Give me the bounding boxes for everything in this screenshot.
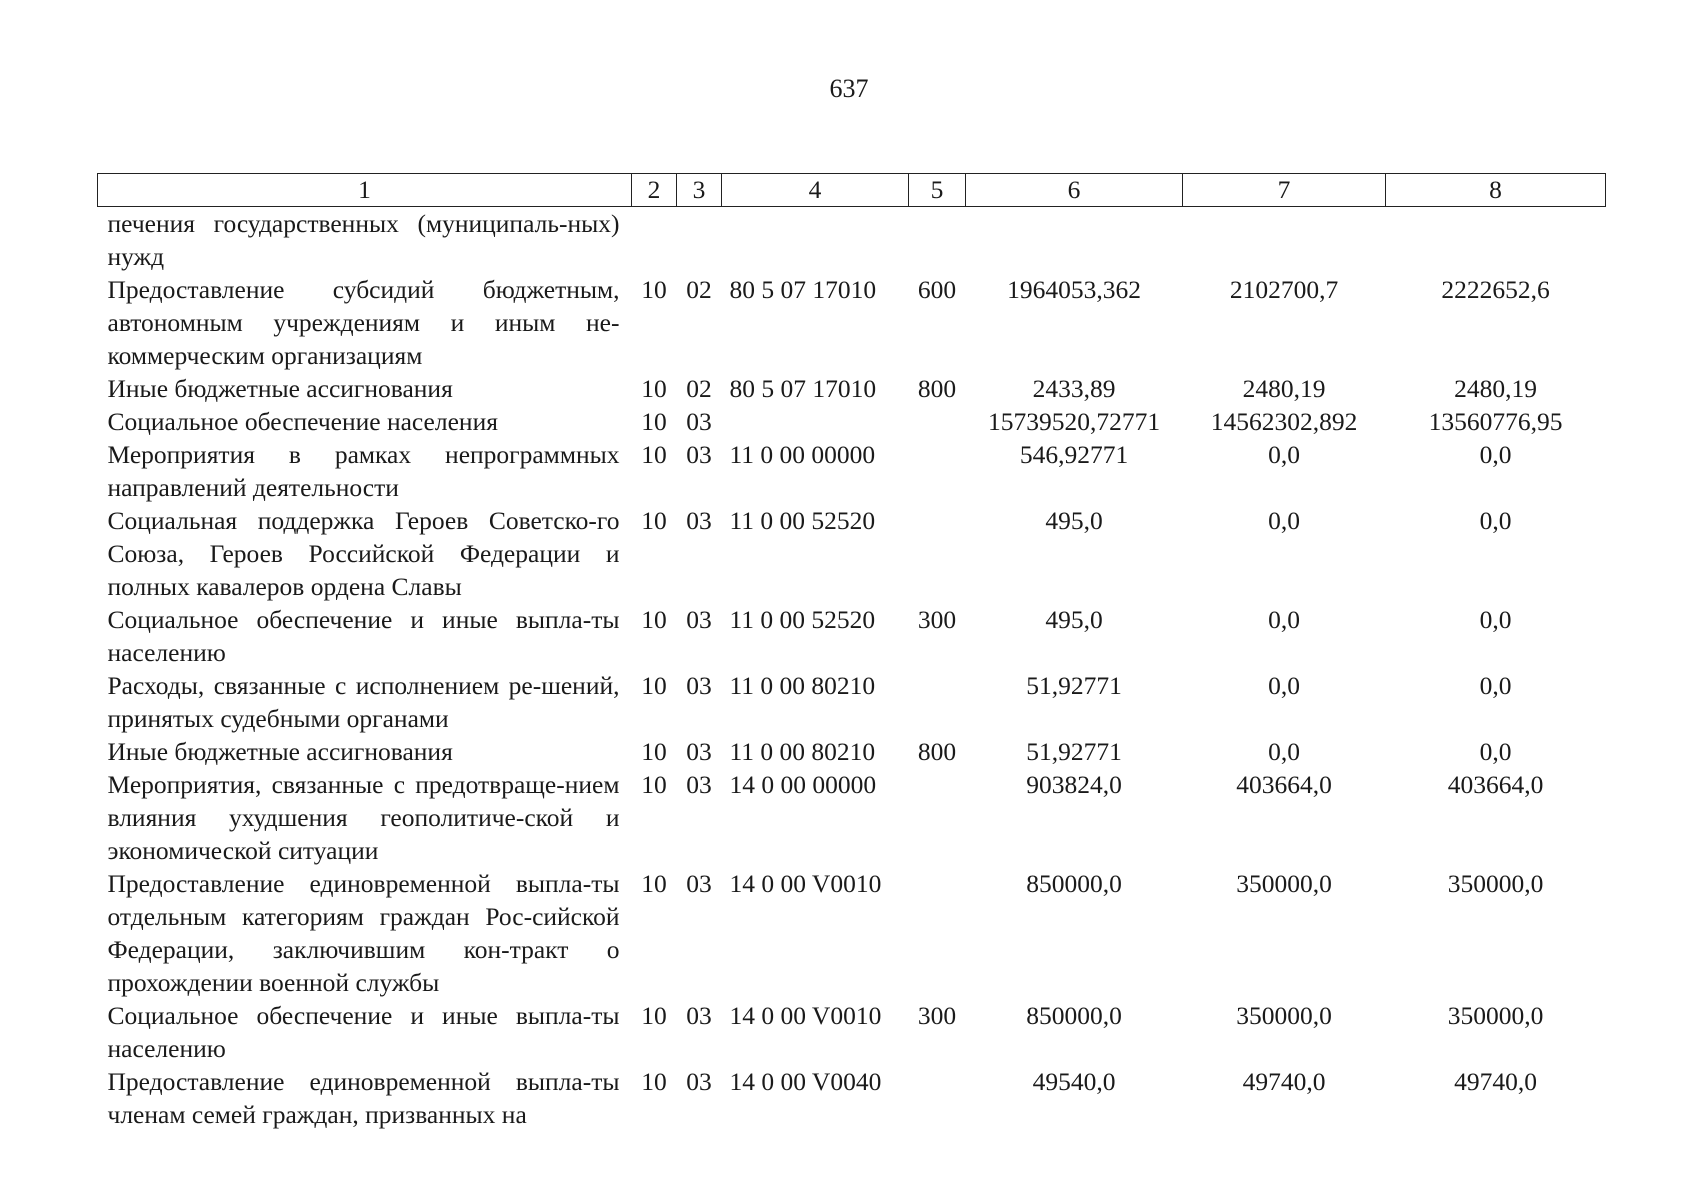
row-subsection: 03 bbox=[686, 605, 712, 634]
row-amount-col8: 0,0 bbox=[1479, 506, 1512, 535]
row-amount-col6 bbox=[966, 207, 1183, 274]
column-header-8: 8 bbox=[1386, 174, 1606, 207]
row-subsection: 03 bbox=[686, 440, 712, 469]
row-target-article: 14 0 00 V0010 bbox=[729, 869, 882, 898]
row-target-article: 11 0 00 52520 bbox=[729, 605, 876, 634]
row-name: Иные бюджетные ассигнования bbox=[107, 374, 453, 403]
row-expense-type: 300 bbox=[917, 1001, 957, 1030]
row-expense-type: 600 bbox=[917, 275, 957, 304]
row-name: Мероприятия, связанные с предотвраще-нием влияния ухудшения геополитиче-ской и экономической ситуации bbox=[107, 770, 620, 865]
row-name: Мероприятия в рамках непрограммных направлений деятельности bbox=[107, 440, 620, 502]
row-amount-col6: 15739520,72771 bbox=[987, 407, 1161, 436]
row-target-article: 14 0 00 V0040 bbox=[729, 1067, 882, 1096]
row-amount-col7: 49740,0 bbox=[1242, 1067, 1326, 1096]
column-header-1: 1 bbox=[98, 174, 632, 207]
row-amount-col8: 403664,0 bbox=[1447, 770, 1544, 799]
row-expense-type: 300 bbox=[917, 605, 957, 634]
row-target-article: 14 0 00 00000 bbox=[729, 770, 877, 799]
row-amount-col7: 14562302,892 bbox=[1210, 407, 1358, 436]
row-amount-col6: 495,0 bbox=[1045, 506, 1103, 535]
row-section: 10 bbox=[641, 275, 667, 304]
table-row bbox=[98, 405, 1606, 438]
row-expense-type bbox=[909, 768, 966, 867]
row-expense-type: 800 bbox=[917, 374, 957, 403]
row-section: 10 bbox=[641, 869, 667, 898]
row-expense-type bbox=[909, 405, 966, 438]
row-amount-col6: 546,92771 bbox=[1019, 440, 1129, 469]
row-name: Предоставление единовременной выпла-ты отдельным категориям граждан Рос-сийской Федерации, заключившим кон-тракт о прохождении военной службы bbox=[107, 869, 620, 997]
row-subsection: 03 bbox=[686, 506, 712, 535]
row-amount-col6: 51,92771 bbox=[1026, 737, 1122, 766]
row-amount-col8: 13560776,95 bbox=[1428, 407, 1563, 436]
row-amount-col6: 51,92771 bbox=[1026, 671, 1122, 700]
row-section: 10 bbox=[641, 1001, 667, 1030]
table-row bbox=[98, 669, 1606, 735]
row-subsection bbox=[677, 207, 722, 274]
row-section: 10 bbox=[641, 605, 667, 634]
row-section: 10 bbox=[641, 671, 667, 700]
row-amount-col7: 0,0 bbox=[1268, 671, 1300, 700]
row-expense-type: 800 bbox=[917, 737, 957, 766]
table-row bbox=[98, 735, 1606, 768]
row-section: 10 bbox=[641, 506, 667, 535]
row-section: 10 bbox=[641, 440, 667, 469]
row-expense-type bbox=[909, 504, 966, 603]
row-subsection: 02 bbox=[686, 275, 712, 304]
row-subsection: 02 bbox=[686, 374, 712, 403]
row-section: 10 bbox=[641, 1067, 667, 1096]
page-number: 637 bbox=[829, 74, 869, 103]
row-target-article: 14 0 00 V0010 bbox=[729, 1001, 882, 1030]
row-amount-col7: 403664,0 bbox=[1236, 770, 1332, 799]
row-subsection: 03 bbox=[686, 770, 712, 799]
row-expense-type bbox=[909, 1065, 966, 1131]
table-row bbox=[98, 768, 1606, 867]
row-name: Социальная поддержка Героев Советско-го Союза, Героев Российской Федерации и полных кавалеров ордена Славы bbox=[107, 506, 620, 601]
row-expense-type bbox=[909, 867, 966, 999]
table-row bbox=[98, 438, 1606, 504]
row-amount-col6: 903824,0 bbox=[1026, 770, 1122, 799]
row-amount-col8: 350000,0 bbox=[1447, 869, 1544, 898]
row-amount-col7: 2480,19 bbox=[1242, 374, 1326, 403]
row-section: 10 bbox=[641, 737, 667, 766]
row-subsection: 03 bbox=[686, 1001, 712, 1030]
row-amount-col8: 0,0 bbox=[1479, 440, 1512, 469]
table-row bbox=[98, 867, 1606, 999]
row-target-article: 11 0 00 00000 bbox=[729, 440, 876, 469]
row-subsection: 03 bbox=[686, 407, 712, 436]
row-target-article: 80 5 07 17010 bbox=[729, 275, 877, 304]
row-subsection: 03 bbox=[686, 671, 712, 700]
row-target-article bbox=[722, 207, 909, 274]
row-amount-col8 bbox=[1386, 207, 1606, 274]
row-name: Расходы, связанные с исполнением ре-шений, принятых судебными органами bbox=[107, 671, 620, 733]
row-target-article: 11 0 00 80210 bbox=[729, 737, 876, 766]
row-amount-col6: 2433,89 bbox=[1032, 374, 1116, 403]
row-subsection: 03 bbox=[686, 737, 712, 766]
row-amount-col8: 0,0 bbox=[1479, 605, 1512, 634]
row-name: Предоставление субсидий бюджетным, автономным учреждениям и иным не-коммерческим организациям bbox=[107, 275, 620, 370]
row-name: Социальное обеспечение и иные выпла-ты населению bbox=[107, 605, 620, 667]
row-expense-type bbox=[909, 207, 966, 274]
row-amount-col6: 850000,0 bbox=[1026, 869, 1122, 898]
row-amount-col7: 0,0 bbox=[1268, 737, 1300, 766]
row-name: Иные бюджетные ассигнования bbox=[107, 737, 453, 766]
row-section: 10 bbox=[641, 407, 667, 436]
row-amount-col7: 350000,0 bbox=[1236, 1001, 1332, 1030]
row-subsection: 03 bbox=[686, 869, 712, 898]
row-amount-col8: 0,0 bbox=[1479, 671, 1512, 700]
row-section bbox=[632, 207, 677, 274]
row-amount-col7: 0,0 bbox=[1268, 605, 1300, 634]
column-header-4: 4 bbox=[722, 174, 909, 207]
table-body bbox=[98, 207, 1606, 1132]
row-amount-col7 bbox=[1183, 207, 1386, 274]
row-amount-col6: 495,0 bbox=[1045, 605, 1103, 634]
column-header-5: 5 bbox=[909, 174, 966, 207]
table-row bbox=[98, 603, 1606, 669]
table-row bbox=[98, 372, 1606, 405]
table-row bbox=[98, 1065, 1606, 1131]
column-header-2: 2 bbox=[632, 174, 677, 207]
row-name: Социальное обеспечение и иные выпла-ты населению bbox=[107, 1001, 620, 1063]
row-amount-col8: 49740,0 bbox=[1454, 1067, 1537, 1096]
row-target-article: 11 0 00 80210 bbox=[729, 671, 876, 700]
table-row bbox=[98, 273, 1606, 372]
row-amount-col7: 0,0 bbox=[1268, 440, 1300, 469]
table-row bbox=[98, 504, 1606, 603]
row-amount-col8: 2480,19 bbox=[1454, 374, 1537, 403]
table-row bbox=[98, 999, 1606, 1065]
row-name: печения государственных (муниципаль-ных) нужд bbox=[107, 209, 620, 271]
row-subsection: 03 bbox=[686, 1067, 712, 1096]
row-amount-col7: 2102700,7 bbox=[1229, 275, 1339, 304]
row-name: Предоставление единовременной выпла-ты членам семей граждан, призванных на bbox=[107, 1067, 620, 1129]
row-section: 10 bbox=[641, 374, 667, 403]
row-expense-type bbox=[909, 669, 966, 735]
row-target-article: 80 5 07 17010 bbox=[729, 374, 877, 403]
table-row bbox=[98, 207, 1606, 274]
row-amount-col7: 350000,0 bbox=[1236, 869, 1332, 898]
row-section: 10 bbox=[641, 770, 667, 799]
row-amount-col6: 1964053,362 bbox=[1007, 275, 1141, 304]
row-amount-col8: 350000,0 bbox=[1447, 1001, 1544, 1030]
row-name: Социальное обеспечение населения bbox=[107, 407, 498, 436]
table-header-row bbox=[98, 174, 1606, 207]
row-amount-col6: 850000,0 bbox=[1026, 1001, 1122, 1030]
row-expense-type bbox=[909, 438, 966, 504]
row-target-article bbox=[722, 405, 909, 438]
row-amount-col8: 2222652,6 bbox=[1441, 275, 1550, 304]
budget-table bbox=[97, 173, 1606, 1131]
column-header-6: 6 bbox=[966, 174, 1183, 207]
column-header-7: 7 bbox=[1183, 174, 1386, 207]
row-amount-col6: 49540,0 bbox=[1032, 1067, 1116, 1096]
column-header-3: 3 bbox=[677, 174, 722, 207]
row-amount-col7: 0,0 bbox=[1268, 506, 1300, 535]
row-amount-col8: 0,0 bbox=[1479, 737, 1512, 766]
row-target-article: 11 0 00 52520 bbox=[729, 506, 876, 535]
